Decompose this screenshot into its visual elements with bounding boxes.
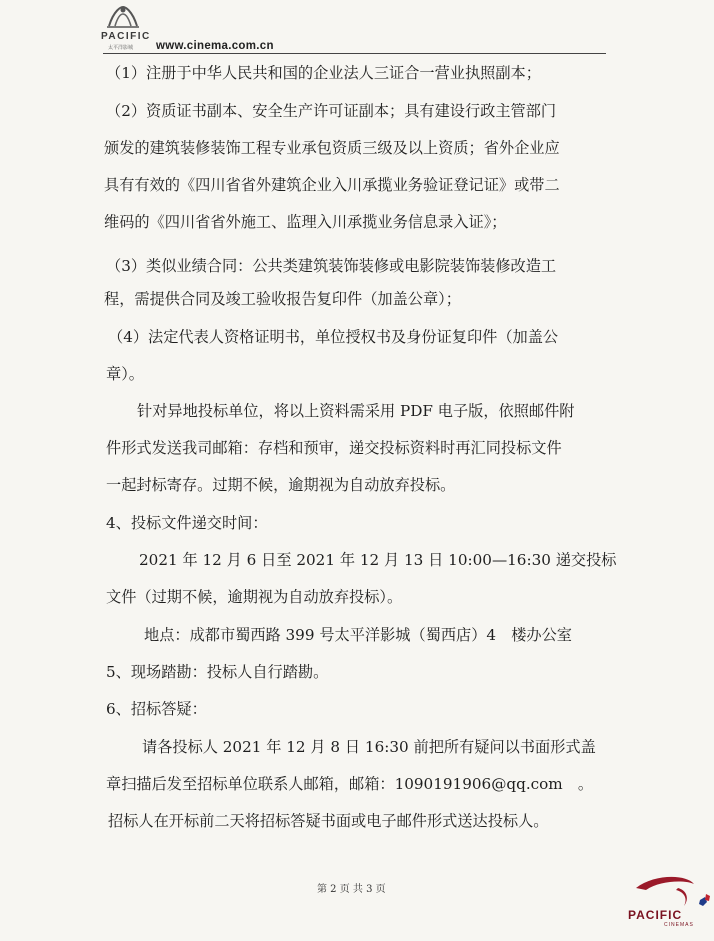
text-line: 2021 年 12 月 6 日至 2021 年 12 月 13 日 10:00—16:30 递交投标 — [139, 551, 617, 569]
swoosh-icon — [620, 872, 714, 912]
text-line: 6、招标答疑： — [106, 700, 207, 718]
text-line: 件形式发送我司邮箱：存档和预审，递交投标资料时再汇同投标文件 — [106, 439, 562, 457]
text-line: （4）法定代表人资格证明书，单位授权书及身份证复印件（加盖公 — [108, 328, 559, 346]
text-line: 维码的《四川省省外施工、监理入川承揽业务信息录入证》； — [104, 213, 507, 231]
text-line: 颁发的建筑装修装饰工程专业承包资质三级及以上资质；省外企业应 — [104, 139, 560, 157]
text-line: （1）注册于中华人民共和国的企业法人三证合一营业执照副本； — [106, 64, 541, 82]
text-line: （2）资质证书副本、安全生产许可证副本；具有建设行政主管部门 — [106, 102, 557, 120]
logo-subtitle: 太平洋影城 — [108, 45, 134, 51]
pacific-logo-icon — [106, 4, 140, 34]
text-line: 一起封标寄存。过期不候，逾期视为自动放弃投标。 — [106, 476, 456, 494]
text-line: 4、投标文件递交时间： — [106, 514, 268, 532]
logo-name: PACIFIC — [101, 31, 151, 42]
text-line: 地点：成都市蜀西路 399 号太平洋影城（蜀西店）4 楼办公室 — [144, 626, 572, 644]
text-line: 具有有效的《四川省省外建筑企业入川承揽业务验证登记证》或带二 — [104, 176, 560, 194]
text-line: 5、现场踏勘：投标人自行踏勘。 — [106, 663, 329, 681]
text-line: 请各投标人 2021 年 12 月 8 日 16:30 前把所有疑问以书面形式盖 — [142, 738, 596, 756]
website-url: www.cinema.com.cn — [156, 40, 274, 52]
text-line: 招标人在开标前二天将招标答疑书面或电子邮件形式送达投标人。 — [108, 812, 549, 830]
page-header — [0, 0, 714, 60]
corner-logo-name: PACIFIC — [628, 908, 683, 922]
text-line: 针对异地投标单位，将以上资料需采用 PDF 电子版，依照邮件附 — [137, 402, 575, 420]
page-number: 第 2 页 共 3 页 — [317, 884, 386, 895]
text-line: （3）类似业绩合同：公共类建筑装饰装修或电影院装饰装修改造工 — [106, 257, 557, 275]
text-line: 程，需提供合同及竣工验收报告复印件（加盖公章）； — [104, 290, 461, 308]
text-line: 章扫描后发至招标单位联系人邮箱，邮箱：1090191906@qq.com 。 — [106, 775, 594, 793]
pacific-cinemas-logo — [620, 872, 714, 941]
text-line: 章）。 — [106, 365, 144, 383]
corner-logo-sub: CINEMAS — [664, 922, 694, 928]
text-line: 文件（过期不候，逾期视为自动放弃投标）。 — [106, 588, 403, 606]
header-divider — [103, 53, 606, 54]
